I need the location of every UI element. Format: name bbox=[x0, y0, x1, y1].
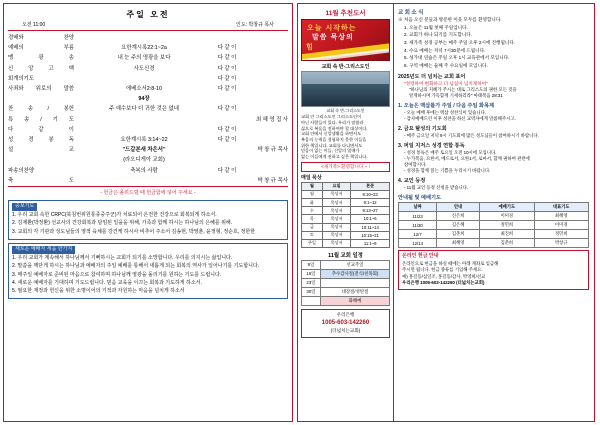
sched-date: 16일 bbox=[302, 270, 321, 279]
order-person bbox=[240, 63, 288, 73]
worshiper-line: 3. 매주일 예배자로 준비된 마음으로 참여하며 하나님께 영광을 돌리기를 원하는 기도를 드립니다. bbox=[12, 271, 222, 278]
order-person bbox=[240, 52, 288, 62]
order-who bbox=[214, 175, 240, 185]
book-cover-line1: 오늘 시작하는 bbox=[307, 25, 357, 32]
order-detail: 축복의 사람 bbox=[130, 167, 158, 174]
church-news-column bbox=[393, 4, 593, 421]
communion-line: - 오늘 예배 후에는 맥삽 성찬식이 있습니다. bbox=[404, 110, 487, 116]
list-item: ※ 처음 오신 분들과 방문한 이웃 모두를 환영합니다. bbox=[398, 17, 502, 22]
new-worshiper-box bbox=[8, 243, 288, 300]
worshiper-line: 2. 말씀을 깨닫게 하시는 하나님과 예배자의 주일 예배를 통해서 새롭게 되는 회복의 역사가 일어나기를 기도합니다. bbox=[12, 263, 260, 270]
book-cover-line3: 힘 bbox=[306, 44, 314, 51]
table-row bbox=[302, 261, 390, 270]
order-who: 다 같 이 bbox=[217, 136, 237, 143]
table-row bbox=[302, 198, 390, 206]
cell-day: 주일 bbox=[302, 239, 323, 247]
col-representative-prayer: 대표기도 bbox=[534, 203, 588, 212]
bible-reading-title: 3. 퍼일 지저스 성경 연합 통독 bbox=[398, 143, 465, 150]
order-detail bbox=[74, 73, 214, 83]
order-person: 박 창 규 목사 bbox=[257, 177, 288, 184]
order-item bbox=[8, 93, 74, 103]
cell-passage: 10:1~6 bbox=[351, 215, 390, 223]
table-row bbox=[302, 215, 390, 223]
sched-event: 화해예 bbox=[321, 297, 390, 306]
cell-day: 월 bbox=[302, 190, 323, 198]
motto-line: 알게하시며 가득함께 기세하리라" 마태복음 28:31 bbox=[409, 93, 503, 99]
list-item: 6. 구역 예배는 둘째 주 수요일에 모입니다. bbox=[404, 63, 488, 69]
order-item: 맹 광 송 bbox=[8, 55, 74, 62]
cell-book: 묵상서 bbox=[322, 223, 350, 231]
book-desc-line: 복음의 능력을 경험하지 못한 이들을 bbox=[301, 136, 367, 142]
motto-title: 2025년도 더 넘치는 교회 표어 bbox=[398, 74, 466, 81]
table-header-row bbox=[302, 182, 390, 190]
order-item: 찬 송 / 봉헌 bbox=[8, 106, 74, 113]
order-of-worship-table bbox=[8, 32, 288, 185]
cell-passage: 9:1~12 bbox=[351, 198, 390, 206]
bank-account-number: 1005-603-142260 bbox=[321, 319, 370, 326]
order-item: 사죄와 위로의 말씀 bbox=[8, 86, 74, 93]
order-who bbox=[214, 144, 240, 154]
order-person bbox=[240, 83, 288, 93]
book-cover-image bbox=[301, 19, 390, 61]
bible-reading-line: 참여합시다. bbox=[404, 162, 427, 168]
cell-passage: 8:10~23 bbox=[351, 190, 390, 198]
online-offering-box bbox=[398, 250, 589, 290]
cell-rep-prayer: 이미경 bbox=[534, 221, 588, 230]
bank-account-owner: (더넓치는교회) bbox=[330, 327, 361, 333]
usher-prayer-table bbox=[398, 202, 589, 248]
cell-date: 12/7 bbox=[399, 230, 437, 239]
order-who: 다 같 이 bbox=[217, 45, 237, 52]
divider-bottom bbox=[8, 186, 288, 187]
table-row bbox=[302, 288, 390, 297]
table-row bbox=[8, 83, 288, 93]
book-desc-line: 아닌 사람들이 있다. 우리가 말씀과 bbox=[301, 119, 364, 125]
church-news-list bbox=[398, 17, 589, 70]
worshiper-line: 5. 필요한 재정과 헌신을 위한 소명이어의 기적과 자원하는 마음을 넘치게 하소서 bbox=[12, 288, 185, 295]
prayer-line: 1. 우리 교회 속한 CRPC(북침번위원통종중주군)가 치료되어 온전한 건강으로 회복되게 하소서. bbox=[12, 212, 217, 219]
order-who: 다 같 이 bbox=[217, 55, 237, 62]
sched-date: 30일 bbox=[302, 288, 321, 297]
book-desc-line: 위한 책입니다. 교회를 다니면서도 bbox=[301, 142, 363, 148]
book-desc-line: 교회 안에서 신앙생활을 하면서도 bbox=[301, 131, 362, 137]
friday-prayer-line: - 매주 금요일 저녁 9시 기도회에 많은 성도님들이 참여하시기 바랍니다. bbox=[404, 133, 539, 139]
cell-day: 목 bbox=[302, 215, 323, 223]
book-description bbox=[301, 114, 390, 159]
order-person bbox=[240, 154, 288, 164]
table-row bbox=[302, 279, 390, 288]
order-item: 예배의 부름 bbox=[8, 45, 74, 52]
table-header-row bbox=[399, 203, 589, 212]
book-desc-line: 믿음이 없는 이들, 신앙의 열매가 bbox=[301, 148, 360, 154]
col-book: 요일 bbox=[322, 182, 350, 190]
cell-date: 11/23 bbox=[399, 212, 437, 221]
offering-line: 예) 홍길동/십일조, 홍길동/감사, 박영희/선교 bbox=[402, 273, 486, 279]
church-news-title: 교 회 소 식 bbox=[398, 10, 424, 16]
col-usher: 안내 bbox=[437, 203, 480, 212]
bank-name: 우리은행 bbox=[336, 312, 355, 318]
order-person bbox=[240, 93, 288, 103]
order-detail bbox=[74, 114, 214, 124]
table-row bbox=[399, 230, 589, 239]
daily-devotion-table bbox=[301, 182, 390, 249]
order-person: 최 혜 영 집 사 bbox=[255, 116, 288, 123]
sched-event: 선교주일 bbox=[321, 261, 390, 270]
intercessory-prayer-title: 중보기도 bbox=[12, 203, 37, 211]
service-subheader bbox=[8, 21, 288, 29]
order-who bbox=[214, 114, 240, 124]
order-person: 박 창 규 목사 bbox=[257, 147, 288, 154]
book-photo bbox=[301, 71, 390, 107]
book-photo-caption: 교회 속 반-그리스도인 bbox=[326, 108, 365, 113]
order-detail: 내 눈 주의 영광을 보다 bbox=[117, 55, 171, 62]
order-item bbox=[8, 154, 74, 164]
bible-reading-line: - 누가복음, 요한서, 베드로서, 요한1서, 로마서, 함께 권하여 관련에 bbox=[404, 156, 530, 162]
cell-worship-prayer: 최진희 bbox=[480, 230, 534, 239]
cell-passage: 10:15~21 bbox=[351, 231, 390, 239]
cell-book: 묵상서 bbox=[322, 207, 350, 215]
order-who bbox=[214, 154, 240, 164]
cell-usher: 최혜영 bbox=[437, 239, 480, 248]
news-panel bbox=[297, 3, 595, 422]
prayer-line: 2. 김제환(박정환) 선교사의 건강회복과 담임된 일을을 위해, 가족과 함께 하시는 하나님의 은혜를 위해. bbox=[12, 220, 233, 227]
order-item: 성 경 봉 독 bbox=[8, 136, 74, 143]
table-row bbox=[8, 32, 288, 42]
cell-book: 묵상서 bbox=[322, 231, 350, 239]
cell-day: 화 bbox=[302, 198, 323, 206]
bible-reading-line: - 성경 통독은 매주 토요일 오전 10시에 모입니다. bbox=[404, 150, 497, 156]
order-item: 파송의찬양 bbox=[8, 167, 35, 174]
table-row bbox=[8, 124, 288, 134]
cell-passage: 11:1~9 bbox=[351, 239, 390, 247]
table-row bbox=[399, 239, 589, 248]
cell-day: 금 bbox=[302, 223, 323, 231]
divider-top bbox=[8, 30, 288, 31]
book-desc-line: 없는 이들에게 권하고 싶은 책입니다. bbox=[301, 153, 368, 159]
table-row bbox=[399, 212, 589, 221]
usher-prayer-title: 안내될 및 예배기도 bbox=[398, 195, 441, 202]
membership-line: - 11월 교인 등정 신청을 받습니다. bbox=[404, 185, 469, 191]
cell-book: 묵상서 bbox=[322, 239, 350, 247]
recommended-book-title: 11월 추천도서 bbox=[325, 10, 366, 17]
order-item: 다 같 이 bbox=[8, 126, 74, 133]
order-person bbox=[240, 103, 288, 113]
list-item: 5. 성가대 연습은 주일 오후 1시 교육관에서 모입니다. bbox=[404, 55, 510, 61]
cell-rep-prayer: 정민희 bbox=[534, 230, 588, 239]
order-detail bbox=[74, 32, 214, 42]
order-person bbox=[240, 42, 288, 52]
sched-event: 추수감사절(전식/친목회) bbox=[321, 270, 390, 279]
table-row bbox=[302, 270, 390, 279]
order-item: 설 교 bbox=[8, 147, 74, 154]
table-row bbox=[302, 231, 390, 239]
list-item: 1. 오늘은 11월 첫째 주일입니다. bbox=[404, 24, 468, 30]
table-row bbox=[302, 223, 390, 231]
order-detail: 요한계시록22:1~2a bbox=[121, 45, 167, 52]
offering-line: 주시면 됩니다. 헌금 종류를 기입해 주세요. bbox=[402, 267, 483, 273]
sermon-subtitle: (라오디게아 교회) bbox=[123, 157, 165, 164]
offering-bank-line: 우리은행 1005-603-142260 (더넓치는교회) bbox=[402, 280, 485, 286]
list-item: 4. 수요 예배는 저녁 7시30분에 드립니다. bbox=[404, 47, 486, 53]
cell-passage: 10:11~14 bbox=[351, 223, 390, 231]
service-time: 오전 11:00 bbox=[22, 22, 46, 28]
table-row bbox=[8, 73, 288, 83]
order-who: 다 같 이 bbox=[217, 65, 237, 72]
cell-worship-prayer: 정민희 bbox=[480, 221, 534, 230]
table-row bbox=[8, 103, 288, 113]
cell-date: 11/30 bbox=[399, 221, 437, 230]
offering-line: 온라인으로 헌금을 하실 때에는 아래 계좌로 입금해 bbox=[402, 260, 499, 266]
bank-info-box bbox=[301, 309, 390, 338]
recommended-book-column bbox=[298, 4, 393, 421]
book-desc-line: 삶으로 복음을 전하여야 할 대상이다. bbox=[301, 125, 368, 131]
communion-title: 1. 오늘은 맥삽롤가 주일 / 다음 주일 화목제 bbox=[398, 103, 495, 110]
order-item: 특 송 / 기 도 bbox=[8, 116, 74, 123]
order-person bbox=[240, 73, 288, 83]
list-item: 3. 새가족 성경 공부는 매주 주일 오후 2시에 진행됩니다. bbox=[404, 40, 516, 46]
cell-book: 묵상서 bbox=[322, 190, 350, 198]
col-worship-prayer: 예배기도 bbox=[480, 203, 534, 212]
table-row bbox=[8, 93, 288, 103]
order-detail: 주 예수보다 더 귀한 것은 없네 bbox=[109, 106, 179, 113]
col-passage: 본문 bbox=[351, 182, 390, 190]
daily-devotion-title: 매일 묵상 bbox=[301, 174, 322, 181]
order-who: 다 같 이 bbox=[217, 167, 237, 174]
order-detail: 요한계시록 3:14~22 bbox=[120, 136, 168, 143]
sched-event: 대강절/성탄절 bbox=[321, 288, 390, 297]
offering-note: - 헌금은 올려드릴 때 헌금함에 넣어 주세요 - bbox=[100, 189, 196, 196]
motto-subtitle: "성령하여 변화하고 더 넘침이 넘치게하여" bbox=[404, 81, 488, 87]
worshiper-line: 4. 새로운 예배자를 기대하며 기도드립니다. 믿음 교육을 이끄는 회복과 기도하게 하소서. bbox=[12, 279, 202, 286]
table-row bbox=[8, 42, 288, 52]
photo-foreground bbox=[302, 84, 389, 106]
cell-usher: 신은희 bbox=[437, 212, 480, 221]
cell-worship-prayer: 김춘희 bbox=[480, 239, 534, 248]
table-row bbox=[8, 144, 288, 154]
table-row bbox=[8, 154, 288, 164]
cell-rep-prayer: 최혜영 bbox=[534, 212, 588, 221]
worship-order-panel bbox=[3, 3, 293, 422]
order-item: 회개의기도 bbox=[8, 75, 35, 82]
prayer-line: 3. 교회의 각 기관과 성도님들의 영적 육체를 강건케 하시사 비추어 주소서 김송현, 박영춘, 윤정형, 정순호, 정한한 bbox=[12, 228, 256, 235]
table-row bbox=[302, 207, 390, 215]
new-member-welcome: <새가족> 환영합니다 ~ ! bbox=[301, 162, 390, 172]
sched-date: 23일 bbox=[302, 279, 321, 288]
membership-title: 4. 교인 등정 bbox=[398, 178, 426, 185]
online-offering-title: 온라인 헌금 안내 bbox=[402, 253, 439, 260]
col-date: 날짜 bbox=[399, 203, 437, 212]
cell-day: 토 bbox=[302, 231, 323, 239]
order-who: 다 같 이 bbox=[217, 75, 237, 82]
order-detail: 에베소서2:8-10 bbox=[125, 86, 163, 93]
cell-usher: 김춘희 bbox=[437, 230, 480, 239]
order-detail bbox=[74, 124, 214, 134]
table-row bbox=[8, 63, 288, 73]
cell-rep-prayer: 박창규 bbox=[534, 239, 588, 248]
worshiper-line: 1. 우리 교회가 계속해서 하나님께서 기뻐하시는 교회가 되기를 소망합니다. 우리를 의지시는 삶입니다. bbox=[12, 255, 233, 262]
communion-line: - 감사예배드린 이후 성찬을 하신 교역자에게 말씀해주시고. bbox=[404, 116, 516, 122]
order-who: 다 같 이 bbox=[217, 106, 237, 113]
table-row bbox=[399, 221, 589, 230]
intercessory-prayer-box bbox=[8, 200, 288, 240]
hymn-number: 94장 bbox=[138, 96, 150, 103]
cell-book: 묵상서 bbox=[322, 198, 350, 206]
order-person bbox=[240, 124, 288, 134]
col-day: 월 bbox=[302, 182, 323, 190]
cell-worship-prayer: 이미경 bbox=[480, 212, 534, 221]
sched-event bbox=[321, 279, 390, 288]
motto-line: "하나님의 지혜가 주시는 대로 그리스도의 권한 모든 것을 bbox=[409, 87, 517, 93]
book-label: 교회 속 반-그리스도인 bbox=[321, 64, 370, 70]
order-item: 경배와 찬양 bbox=[8, 35, 74, 42]
bible-reading-line: - 성경을 함께 읽는 기쁨을 누리시기 바랍니다. bbox=[404, 168, 491, 174]
new-worshiper-title: 새로운 예배자 세움 한가지 bbox=[12, 246, 75, 254]
table-row bbox=[8, 164, 288, 174]
cell-usher: 김은혜 bbox=[437, 221, 480, 230]
order-person bbox=[240, 134, 288, 144]
order-who bbox=[214, 93, 240, 103]
book-desc-line: 교회 안 그리스도인 그리스도인이 bbox=[301, 114, 362, 120]
table-row bbox=[8, 175, 288, 185]
order-item: 축 도 bbox=[8, 177, 74, 184]
service-leader: 인도: 박창규 목사 bbox=[236, 22, 274, 28]
table-row bbox=[8, 52, 288, 62]
order-detail bbox=[74, 175, 214, 185]
cell-date: 12/14 bbox=[399, 239, 437, 248]
list-item: 2. 교회가 하나 되기를 기도합니다. bbox=[404, 32, 472, 38]
table-row bbox=[302, 297, 390, 306]
table-row bbox=[8, 134, 288, 144]
book-cover-line2: 말씀 묵상의 bbox=[312, 34, 354, 41]
friday-prayer-title: 2. 금요 탈성의 기도회 bbox=[398, 126, 447, 133]
order-who bbox=[214, 32, 240, 42]
table-row bbox=[302, 239, 390, 247]
november-schedule-title: 11월 교회 일정 bbox=[328, 253, 363, 260]
sermon-title: "드갈본새 차은서" bbox=[122, 147, 166, 154]
order-person bbox=[240, 164, 288, 174]
cell-day: 수 bbox=[302, 207, 323, 215]
order-person bbox=[240, 32, 288, 42]
sched-date: 9일 bbox=[302, 261, 321, 270]
table-row bbox=[302, 190, 390, 198]
cell-book: 묵상서 bbox=[322, 215, 350, 223]
order-who: 다 같 이 bbox=[217, 126, 237, 133]
order-item: 신 앙 고 백 bbox=[8, 65, 74, 72]
cell-passage: 9:13~27 bbox=[351, 207, 390, 215]
order-detail: 사도신경 bbox=[133, 65, 155, 72]
order-who: 다 같 이 bbox=[217, 86, 237, 93]
table-row bbox=[8, 114, 288, 124]
november-schedule-table bbox=[301, 260, 390, 306]
page-title: 주일 오전 bbox=[126, 10, 170, 19]
sched-date bbox=[302, 297, 321, 306]
